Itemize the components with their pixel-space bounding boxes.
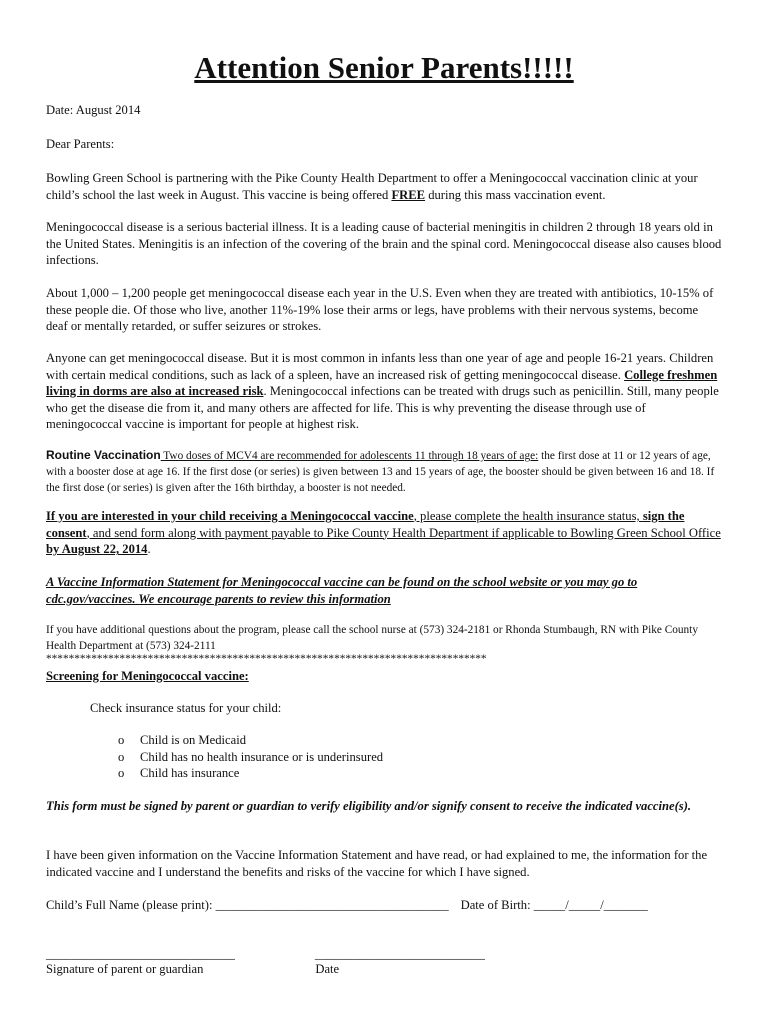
paragraph-statistics: About 1,000 – 1,200 people get meningococcal disease each year in the U.S. Even when they are treated with antibiotics, 10-15% of these people die. Of those who live, another 11%-19% lose their arms or legs, have problems with their nervous systems, become deaf or mentally retarded, or suffer seizures or strokes. — [46, 286, 714, 334]
insurance-options — [118, 732, 383, 782]
acknowledgement: I have been given information on the Vaccine Information Statement and have read, or had explained to me, the information for the indicated vaccine and I understand the benefits and risks of the vaccine for which I have signed. — [46, 848, 708, 879]
dob-field[interactable]: Date of Birth: _____/_____/_______ — [460, 898, 648, 912]
option-insured[interactable]: o Child has insurance — [118, 766, 240, 781]
vis-statement: A Vaccine Information Statement for Meningococcal vaccine can be found on the school website or you may go to cdc.gov/vaccines. We encourage parents to review this information — [46, 575, 638, 606]
paragraph-partnership: Bowling Green School is partnering with the Pike County Health Department to offer a Meningococcal vaccination clinic at your child’s school the last week in August. This vaccine is being offered FREE during this mass vaccination event. — [46, 171, 698, 202]
free-emphasis: FREE — [391, 187, 426, 202]
checkbox-circle-icon[interactable]: o — [118, 749, 125, 764]
routine-label: Routine Vaccination — [46, 448, 161, 462]
child-name-field[interactable]: Child’s Full Name (please print): _____________________________________ — [46, 898, 449, 912]
screening-heading: Screening for Meningococcal vaccine: — [46, 669, 249, 683]
signature-line[interactable]: ______________________________ — [46, 947, 235, 961]
sign-consent-emphasis: sign the consent — [46, 509, 685, 540]
checkbox-circle-icon[interactable]: o — [118, 766, 125, 781]
interest-instructions: If you are interested in your child receiving a Meningococcal vaccine, please complete the health insurance status, sign the consent, and send form along with payment payable to Pike County Health Department if applicable to Bowling Green School Office by August 22, 2014. — [46, 509, 721, 557]
separator-line: ****************************************************************************** — [46, 653, 487, 665]
page-title: Attention Senior Parents!!!!! — [194, 50, 574, 85]
date-line: Date: August 2014 — [46, 103, 141, 117]
paragraph-disease-info: Meningococcal disease is a serious bacterial illness. It is a leading cause of bacterial meningitis in children 2 through 18 years old in the United States. Meningitis is an infection of the covering of the brain and the spinal cord. Meningococcal disease also causes blood infections. — [46, 220, 722, 268]
salutation: Dear Parents: — [46, 137, 115, 151]
name-dob-row — [46, 897, 722, 914]
signature-label: Signature of parent or guardian — [46, 962, 204, 976]
date-label: Date — [315, 962, 340, 976]
option-medicaid[interactable]: o Child is on Medicaid — [118, 733, 246, 747]
checkbox-circle-icon[interactable]: o — [118, 733, 125, 747]
paragraph-risk: Anyone can get meningococcal disease. But it is most common in infants less than one year of age and people 16-21 years. Children with certain medical conditions, such as lack of a spleen, have an increased risk of getting meningococcal disease. College freshmen living in dorms are also at increased risk. Meningococcal infections can be treated with drugs such as penicillin. Still, many people who get the disease die from it, and many others are affected for life. This is why preventing the disease through use of meningococcal vaccine is important for people at highest risk. — [46, 351, 719, 432]
contact-info: If you have additional questions about the program, please call the school nurse at (573) 324-2181 or Rhonda Stumbaugh, RN with Pike County Health Department at (573) 324-2111 — [46, 624, 698, 652]
routine-vaccination: Routine Vaccination Two doses of MCV4 are recommended for adolescents 11 through 18 years of age: the first dose at 11 or 12 years of age, with a booster dose at age 16. If the first dose (or series) is given between 13 and 15 years of age, the booster should be given between 16 and 18. If the first dose (or series) is given after the 16th birthday, a booster is not needed. — [46, 448, 715, 494]
option-uninsured[interactable]: o Child has no health insurance or is underinsured — [118, 749, 384, 764]
signature-labels — [46, 961, 722, 978]
college-risk-emphasis: College freshmen living in dorms are also at increased risk — [46, 367, 718, 399]
check-prompt: Check insurance status for your child: — [90, 701, 282, 715]
sign-notice: This form must be signed by parent or guardian to verify eligibility and/or signify consent to receive the indicated vaccine(s). — [46, 799, 692, 813]
deadline: by August 22, 2014 — [46, 542, 148, 557]
date-line-blank[interactable]: ___________________________ — [314, 947, 485, 961]
